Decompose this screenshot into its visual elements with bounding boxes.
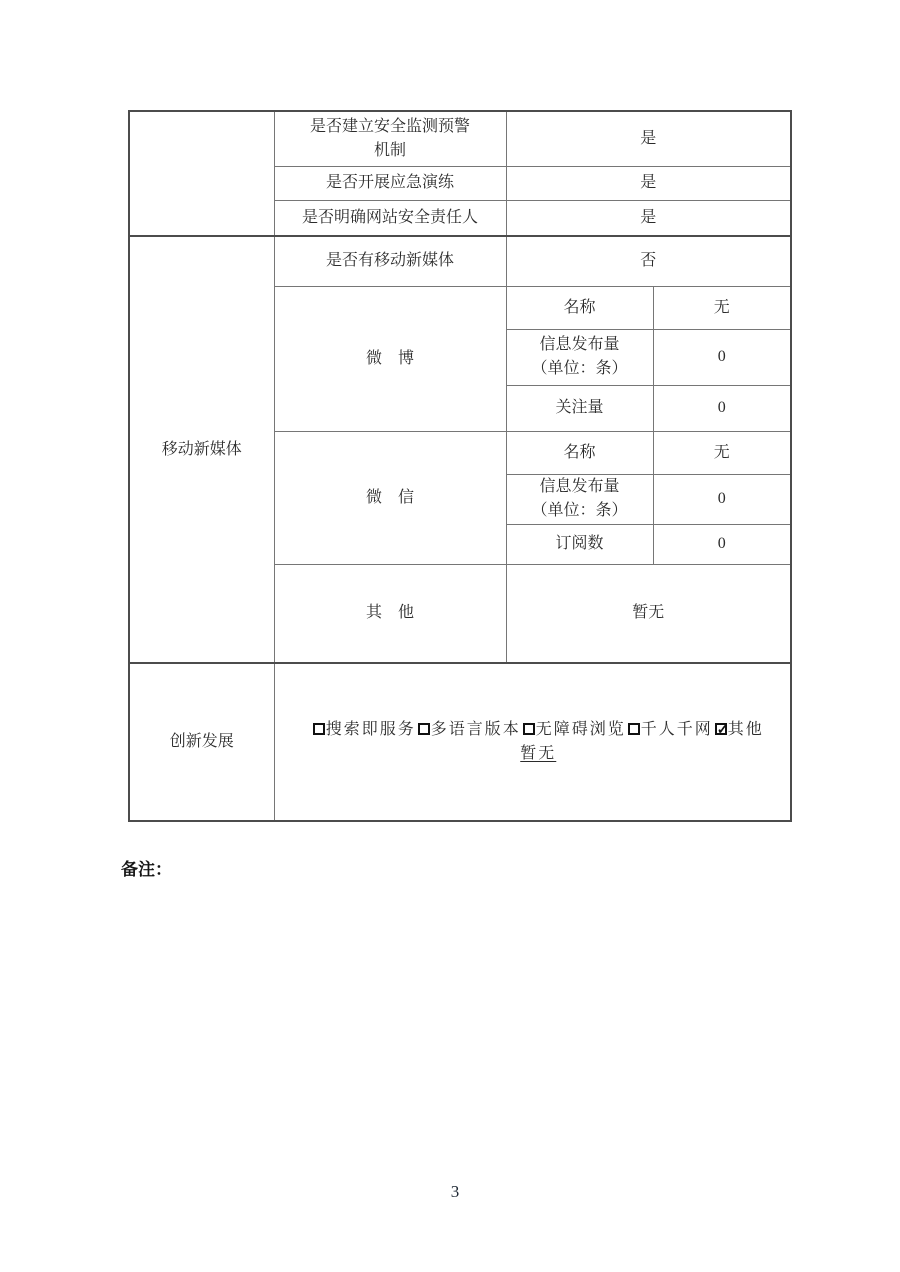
weibo-followers-value: 0 bbox=[653, 385, 791, 431]
security-row-label bbox=[274, 111, 506, 166]
other-media-value: 暂无 bbox=[506, 564, 791, 663]
innovation-option-label: 无障碍浏览 bbox=[535, 721, 626, 738]
wechat-subscribers-value: 0 bbox=[653, 524, 791, 564]
checkbox-unchecked-icon bbox=[523, 723, 535, 735]
weibo-posts-label-line1: 信息发布量 bbox=[539, 336, 620, 353]
security-row-label: 是否开展应急演练 bbox=[274, 166, 506, 200]
security-label-line1: 是否建立安全监测预警 bbox=[309, 117, 470, 135]
wechat-posts-value: 0 bbox=[653, 474, 791, 524]
wechat-name-label: 名称 bbox=[506, 431, 653, 474]
innovation-option-label: 多语言版本 bbox=[430, 721, 521, 738]
checkbox-unchecked-icon bbox=[628, 723, 640, 735]
table-row bbox=[129, 236, 791, 286]
security-row-value: 是 bbox=[506, 111, 791, 166]
table-row bbox=[129, 663, 791, 821]
innovation-option-label: 搜索即服务 bbox=[325, 721, 416, 738]
security-section-label-cell bbox=[129, 111, 274, 236]
security-row-value: 是 bbox=[506, 166, 791, 200]
checkbox-unchecked-icon bbox=[418, 723, 430, 735]
innovation-option-label: 千人千网 bbox=[640, 721, 713, 738]
security-label-line2: 机制 bbox=[373, 141, 406, 159]
weibo-posts-label-line2: （单位：条） bbox=[531, 360, 628, 377]
innovation-fill-line bbox=[295, 742, 783, 766]
innovation-options-line bbox=[295, 718, 783, 742]
checkbox-unchecked-icon bbox=[313, 723, 325, 735]
annual-report-table bbox=[128, 110, 792, 822]
wechat-posts-label-line2: （单位：条） bbox=[531, 502, 628, 519]
innovation-options-cell bbox=[274, 663, 791, 821]
weibo-posts-value: 0 bbox=[653, 329, 791, 385]
other-media-label: 其 他 bbox=[274, 564, 506, 663]
wechat-label: 微 信 bbox=[274, 431, 506, 564]
wechat-name-value: 无 bbox=[653, 431, 791, 474]
checkbox-checked-icon: ✓ bbox=[716, 723, 729, 738]
table-row bbox=[129, 111, 791, 166]
innovation-section-label: 创新发展 bbox=[129, 663, 274, 821]
wechat-posts-label-line1: 信息发布量 bbox=[539, 478, 620, 495]
weibo-name-label: 名称 bbox=[506, 286, 653, 329]
weibo-name-value: 无 bbox=[653, 286, 791, 329]
weibo-followers-label: 关注量 bbox=[506, 385, 653, 431]
has-new-media-value: 否 bbox=[506, 236, 791, 286]
wechat-subscribers-label: 订阅数 bbox=[506, 524, 653, 564]
page-number: 3 bbox=[450, 1182, 460, 1201]
weibo-label: 微 博 bbox=[274, 286, 506, 431]
weibo-posts-label bbox=[506, 329, 653, 385]
wechat-posts-label bbox=[506, 474, 653, 524]
has-new-media-label: 是否有移动新媒体 bbox=[274, 236, 506, 286]
innovation-fill-value: 暂无 bbox=[520, 745, 557, 762]
security-row-label: 是否明确网站安全责任人 bbox=[274, 200, 506, 236]
remark-label: 备注： bbox=[121, 860, 172, 879]
security-row-value: 是 bbox=[506, 200, 791, 236]
mobile-media-section-label: 移动新媒体 bbox=[129, 236, 274, 663]
innovation-option-label: 其他 bbox=[727, 721, 764, 738]
